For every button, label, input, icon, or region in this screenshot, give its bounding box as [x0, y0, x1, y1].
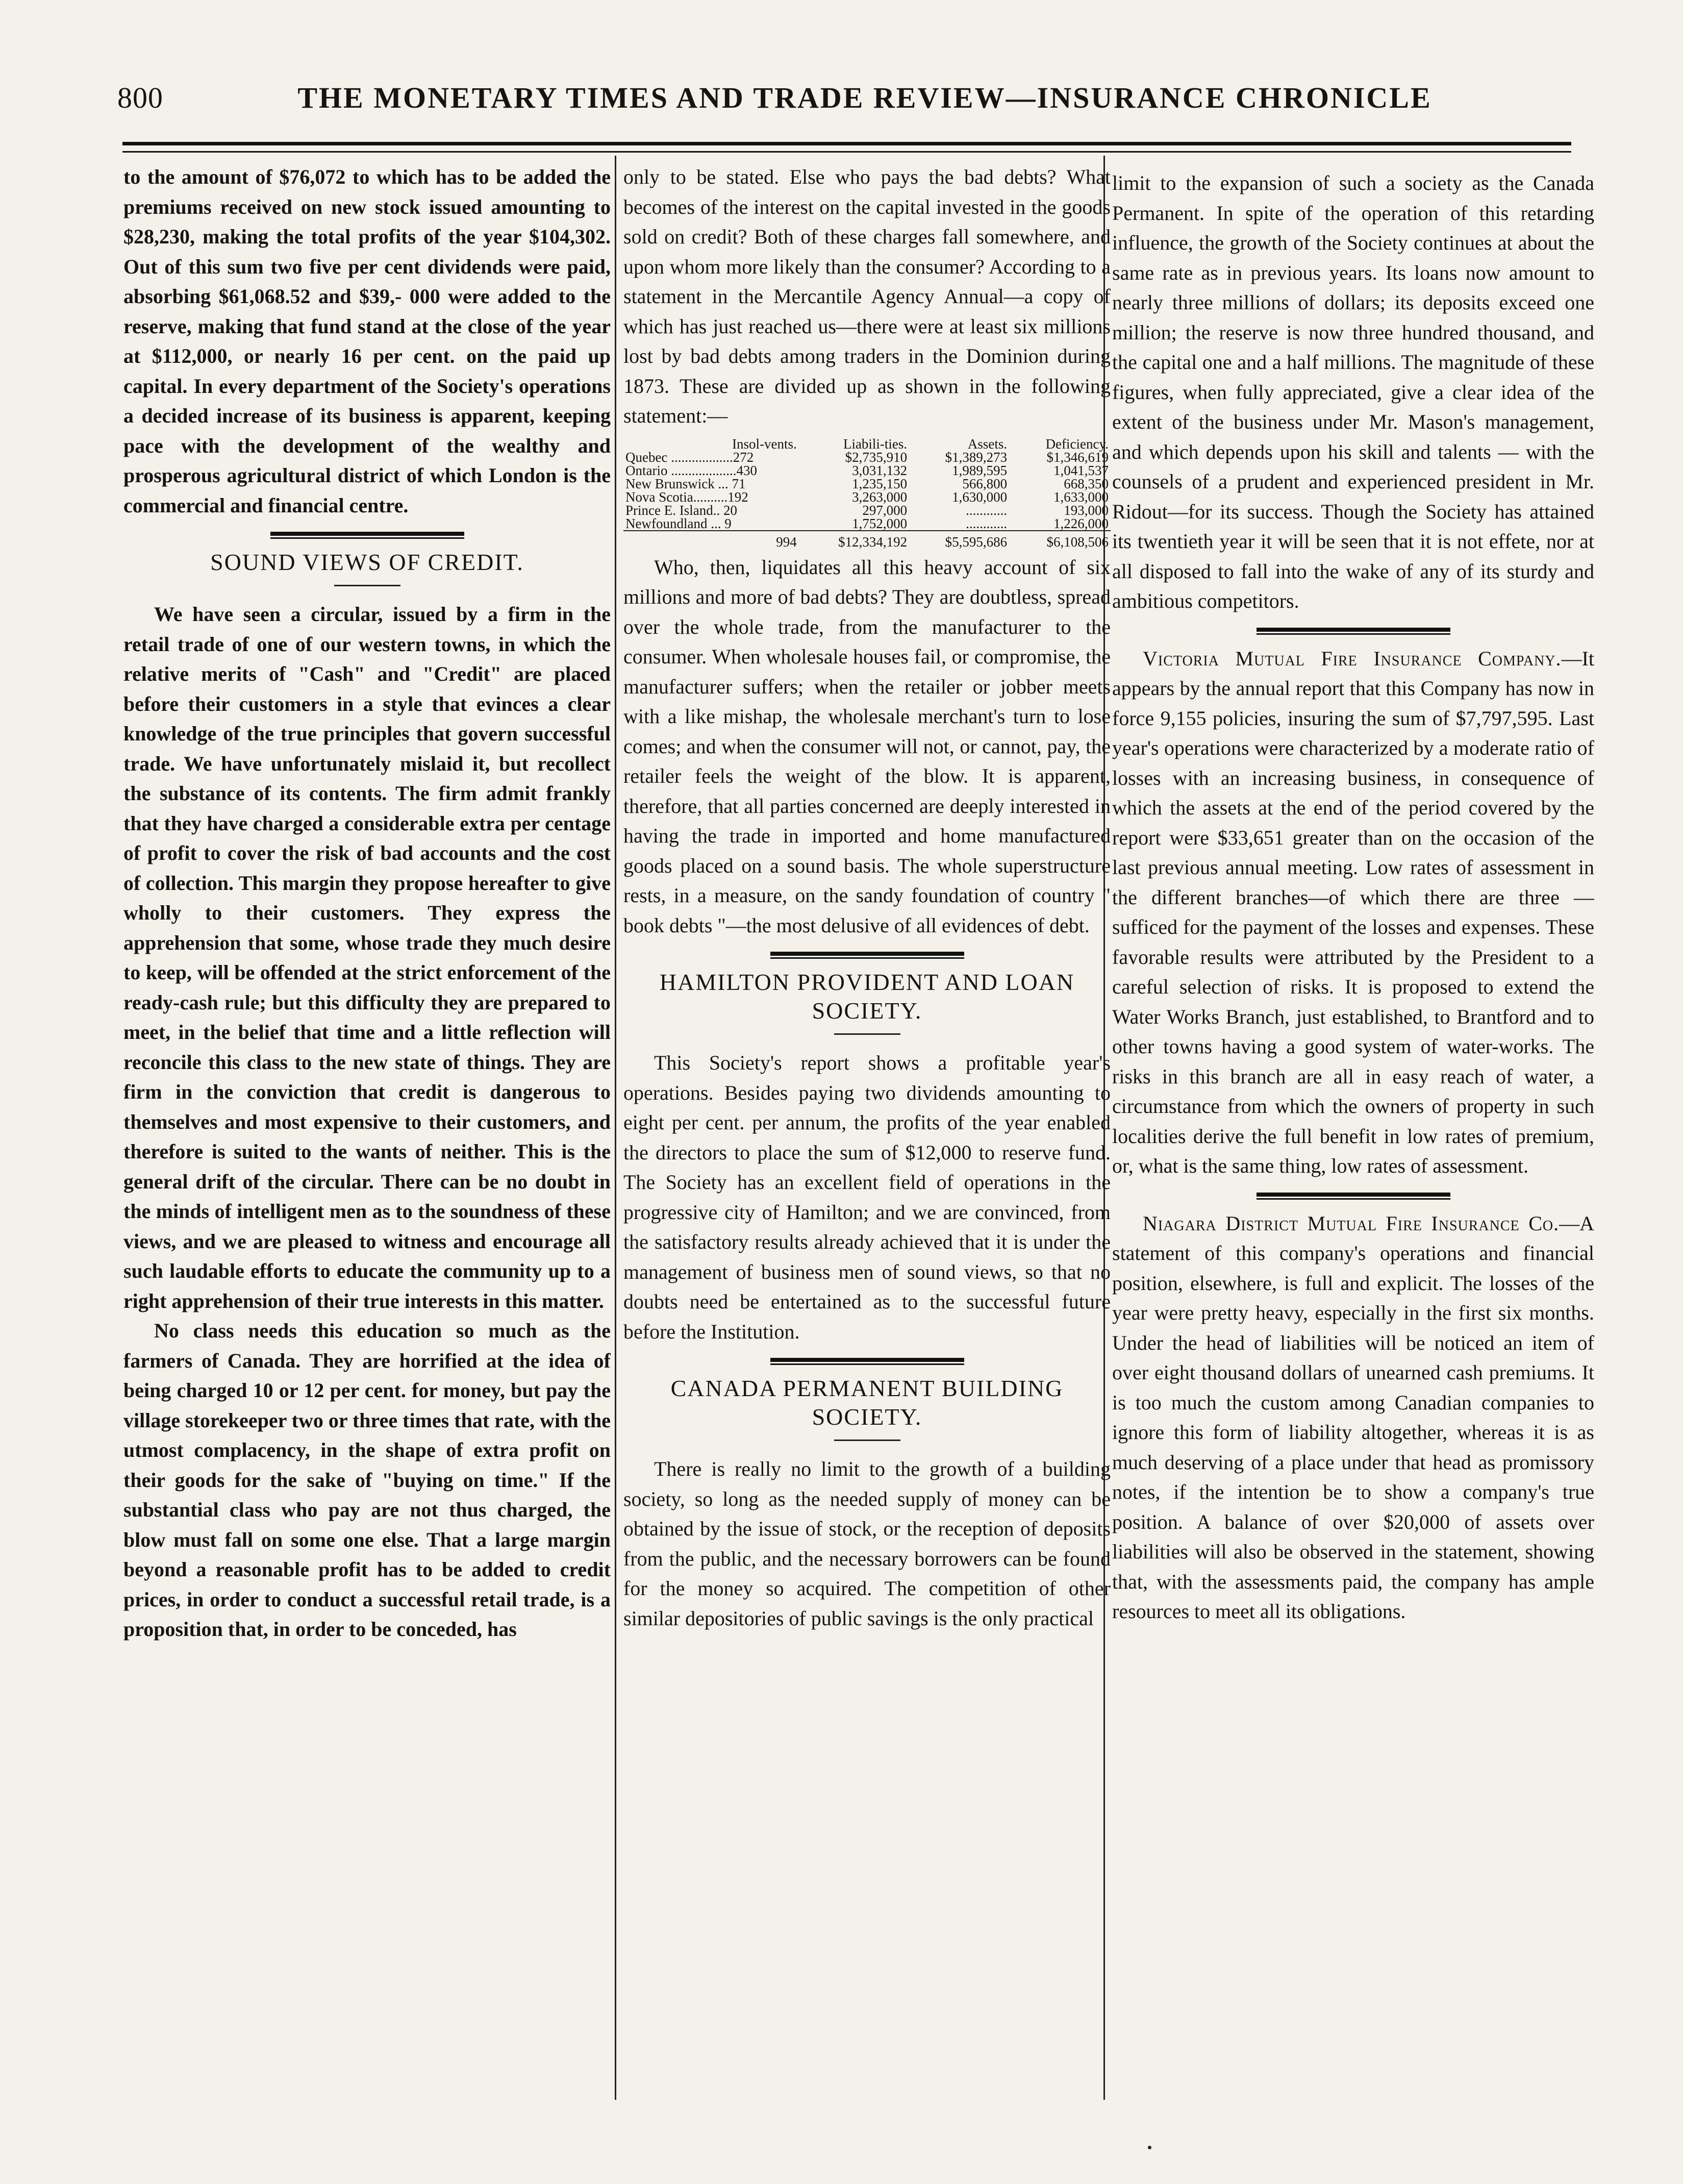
table-cell: ............: [966, 502, 1008, 518]
table-total-cell: $12,334,192: [799, 531, 909, 549]
table-cell: 193,000: [1064, 502, 1109, 518]
table-cell: Prince E. Island.. 20: [625, 502, 737, 518]
table-cell: Newfoundland ... 9: [625, 515, 732, 531]
table-cell: 1,989,595: [952, 462, 1008, 478]
paragraph: only to be stated. Else who pays the bad debts? What becomes of the interest on the capital invested in the goods sold on credit? Both of these charges fall somewhere, and upon whom more likely than the consumer? According to a statement in the Mercantile Agency Annual—a copy of which has just reached us—there were at least six millions lost by bad debts among traders in the Dominion during 1873. These are divided up as shown in the following statement:—: [623, 165, 1111, 427]
journal-title: THE MONETARY TIMES AND TRADE REVIEW—INSURANCE CHRONICLE: [297, 81, 1432, 114]
table-total-row: [623, 531, 1111, 549]
table-row: [623, 477, 1111, 490]
header-rule-thin: [122, 151, 1571, 153]
paragraph: We have seen a circular, issued by a firm in the retail trade of one of our western towns, in which the relative merits of "Cash" and "Credit" are placed before their customers in a style that evinces a clear knowledge of the true principles that govern successful trade. We have unfortunately mislaid it, but recollect the substance of its contents. The firm admit frankly that they have charged a considerable extra per centage of profit to cover the risk of bad accounts and the cost of collection. This margin they propose hereafter to give wholly to their customers. They express the apprehension that some, whose trade they much desire to keep, will be offended at the strict enforcement of the ready-cash rule; but this difficulty they are prepared to meet, in the belief that time and a little reflection will reconcile this class to the new state of things. They are firm in the conviction that credit is dangerous to themselves and most expensive to their customers, and therefore is suited to the wants of neither. This is the general drift of the circular. There can be no doubt in the minds of intelligent men as to the soundness of these views, and we are pleased to witness and encourage all such laudable efforts to educate the community up to a right apprehension of their true interests in this matter.: [123, 603, 611, 1312]
article-continuation: to the amount of $76,072 to which has to be added the premiums received on new stock issued amounting to $28,230, making the total profits of the year $104,302. Out of this sum two five per cent dividends were paid, absorbing $61,068.52 and $39,- 000 were added to the reserve, making that fund stand at the close of the year at $112,000, or nearly 16 per cent. on the paid up capital. In every department of the Society's operations a decided increase of its business is apparent, keeping pace with the development of the wealthy and prosperous agricultural district of which London is the commercial and financial centre.: [123, 165, 611, 517]
paragraph: Who, then, liquidates all this heavy account of six millions and more of bad debts? They are doubtless, spread over the whole trade, from the manufacturer to the consumer. When wholesale houses fail, or compromise, the manufacturer suffers; when the retailer or jobber meets with a like mishap, the wholesale merchant's turn to lose comes; and when the consumer will not, or cannot, pay, the retailer feels the weight of the blow. It is apparent, therefore, that all parties concerned are deeply interested in having the trade in imported and home manufactured goods placed on a sound basis. The whole superstructure rests, in a measure, on the sandy foundation of country " book debts "—the most delusive of all evidences of debt.: [623, 555, 1111, 937]
table-cell: 668,350: [1064, 476, 1109, 491]
table-cell: 1,752,000: [852, 515, 908, 531]
table-cell: 1,226,000: [1053, 515, 1109, 531]
table-total-cell: $6,108,506: [1009, 531, 1111, 549]
table-cell: 3,263,000: [852, 489, 908, 505]
section-separator: [770, 952, 964, 959]
table-cell: Ontario ...................430: [625, 462, 757, 478]
header-rule-thick: [122, 142, 1571, 145]
table-cell: 1,235,150: [852, 476, 908, 491]
page-number: 800: [117, 81, 163, 114]
table-cell: $1,389,273: [945, 449, 1008, 465]
table-total-cell: $5,595,686: [909, 531, 1009, 549]
table-cell: Quebec ..................272: [625, 449, 754, 465]
table-header: Assets.: [967, 436, 1008, 452]
table-cell: 297,000: [862, 502, 908, 518]
victoria-lead: Victoria Mutual Fire Insurance Company.: [1143, 647, 1562, 670]
article-heading-hamilton: HAMILTON PROVIDENT AND LOAN SOCIETY.: [659, 969, 1075, 1024]
table-header: Liabili-ties.: [843, 436, 908, 452]
column-rule-1: [615, 156, 616, 2100]
article-heading-canada-permanent: CANADA PERMANENT BUILDING SOCIETY.: [670, 1375, 1064, 1430]
paragraph: There is really no limit to the growth of a building society, so long as the needed supply of money can be obtained by the issue of stock, or the reception of deposits from the public, and the necessary borrowers can be found for the money so acquired. The competition of other similar depositories of public savings is the only practical: [623, 1457, 1111, 1630]
masthead: [117, 81, 1432, 137]
paragraph: No class needs this education so much as the farmers of Canada. They are horrified at the idea of being charged 10 or 12 per cent. for money, but pay the village storekeeper two or three times that rate, with the utmost complacency, in the shape of extra profit on their goods for the sake of "buying on time." If the substantial class who pay are not thus charged, the blow must fall on some one else. That a large margin beyond a reasonable profit has to be added to credit prices, in order to conduct a successful retail trade, is a proposition that, in order to be conceded, has: [123, 1319, 611, 1641]
table-cell: 1,633,000: [1053, 489, 1109, 505]
table-row: [623, 464, 1111, 477]
victoria-body: —It appears by the annual report that this Company has now in force 9,155 policies, insuring the sum of $7,797,595. Last year's operations were characterized by a moderate ratio of losses with an increasing business, in consequence of which the assets at the end of the period covered by the report were $33,651 greater than on the occasion of the last previous annual meeting. Low rates of assessment in the different branches—of which there are three —sufficed for the payment of the losses and expenses. These favorable results were attributed by the President to a careful selection of risks. It is proposed to extend the Water Works Branch, just established, to Brantford and to other towns having a good system of water-works. The risks in this branch are all in easy reach of water, a circumstance from which the owners of property in such localities derive the full benefit in low rates of premium, or, what is the same thing, low rates of assessment.: [1112, 647, 1594, 1177]
table-cell: $2,735,910: [845, 449, 908, 465]
heading-underline: [334, 585, 400, 586]
column-2: [623, 162, 1111, 2101]
section-separator: [270, 532, 464, 539]
table-header: Insol-vents.: [732, 436, 797, 452]
table-cell: Nova Scotia..........192: [625, 489, 748, 505]
table-cell: 566,800: [962, 476, 1008, 491]
table-row: [623, 504, 1111, 517]
section-separator: [770, 1358, 964, 1365]
column-3: [1112, 168, 1594, 2107]
paragraph-niagara: [1112, 1209, 1594, 1627]
table-total-cell: 994: [623, 531, 799, 549]
heading-underline: [834, 1440, 900, 1441]
column-1: [123, 162, 611, 2101]
table-cell: ............: [966, 515, 1008, 531]
section-separator: [1257, 1193, 1450, 1200]
table-header-row: [623, 437, 1111, 451]
bad-debts-table: [623, 437, 1111, 549]
table-cell: New Brunswick ... 71: [625, 476, 746, 491]
table-header: Deficiency.: [1045, 436, 1109, 452]
paragraph-victoria: [1112, 644, 1594, 1181]
niagara-lead: Niagara District Mutual Fire Insurance Co.: [1143, 1211, 1560, 1235]
article-heading-credit: SOUND VIEWS OF CREDIT.: [210, 549, 524, 575]
paragraph: This Society's report shows a profitable year's operations. Besides paying two dividends amounting to eight per cent. per annum, the profits of the year enabled the directors to place the sum of $12,000 to reserve fund. The Society has an excellent field of operations in the progressive city of Hamilton; and we are convinced, from the satisfactory results already achieved that it is under the management of business men of sound views, so that no doubts need be entertained as to the successful future before the Institution.: [623, 1051, 1111, 1343]
niagara-body: —A statement of this company's operations and financial position, elsewhere, is full and explicit. The losses of the year were pretty heavy, especially in the first six months. Under the head of liabilities will be noticed an item of over eight thousand dollars of unearned cash premiums. It is too much the custom among Canadian companies to ignore this form of liability altogether, whereas it is as much deserving of a place under that head as promissory notes, if the intention be to show a company's true position. A balance of over $20,000 of assets over liabilities will also be observed in the statement, showing that, with the assessments paid, the company has ample resources to meet all its obligations.: [1112, 1211, 1594, 1623]
section-separator: [1257, 628, 1450, 635]
table-row: [623, 451, 1111, 464]
table-row: [623, 517, 1111, 531]
table-cell: 1,041,537: [1053, 462, 1109, 478]
table-cell: 1,630,000: [952, 489, 1008, 505]
heading-underline: [834, 1033, 900, 1035]
table-cell: 3,031,132: [852, 462, 908, 478]
paragraph: limit to the expansion of such a society as the Canada Permanent. In spite of the operation of this retarding influence, the growth of the Society continues at about the same rate as in previous years. Its loans now amount to nearly three millions of dollars; its deposits exceed one million; the reserve is now three hundred thousand, and the capital one and a half millions. The magnitude of these figures, when fully appreciated, give a clear idea of the extent of the business under Mr. Mason's management, and which depends upon his skill and talents — with the counsels of a prudent and experienced president in Mr. Ridout—for its success. Though the Society has attained its twentieth year it will be seen that it is not effete, nor at all disposed to fall into the wake of any of its sturdy and ambitious competitors.: [1112, 171, 1594, 612]
stray-mark: [1148, 2146, 1151, 2149]
table-row: [623, 490, 1111, 504]
table-cell: $1,346,619: [1046, 449, 1109, 465]
